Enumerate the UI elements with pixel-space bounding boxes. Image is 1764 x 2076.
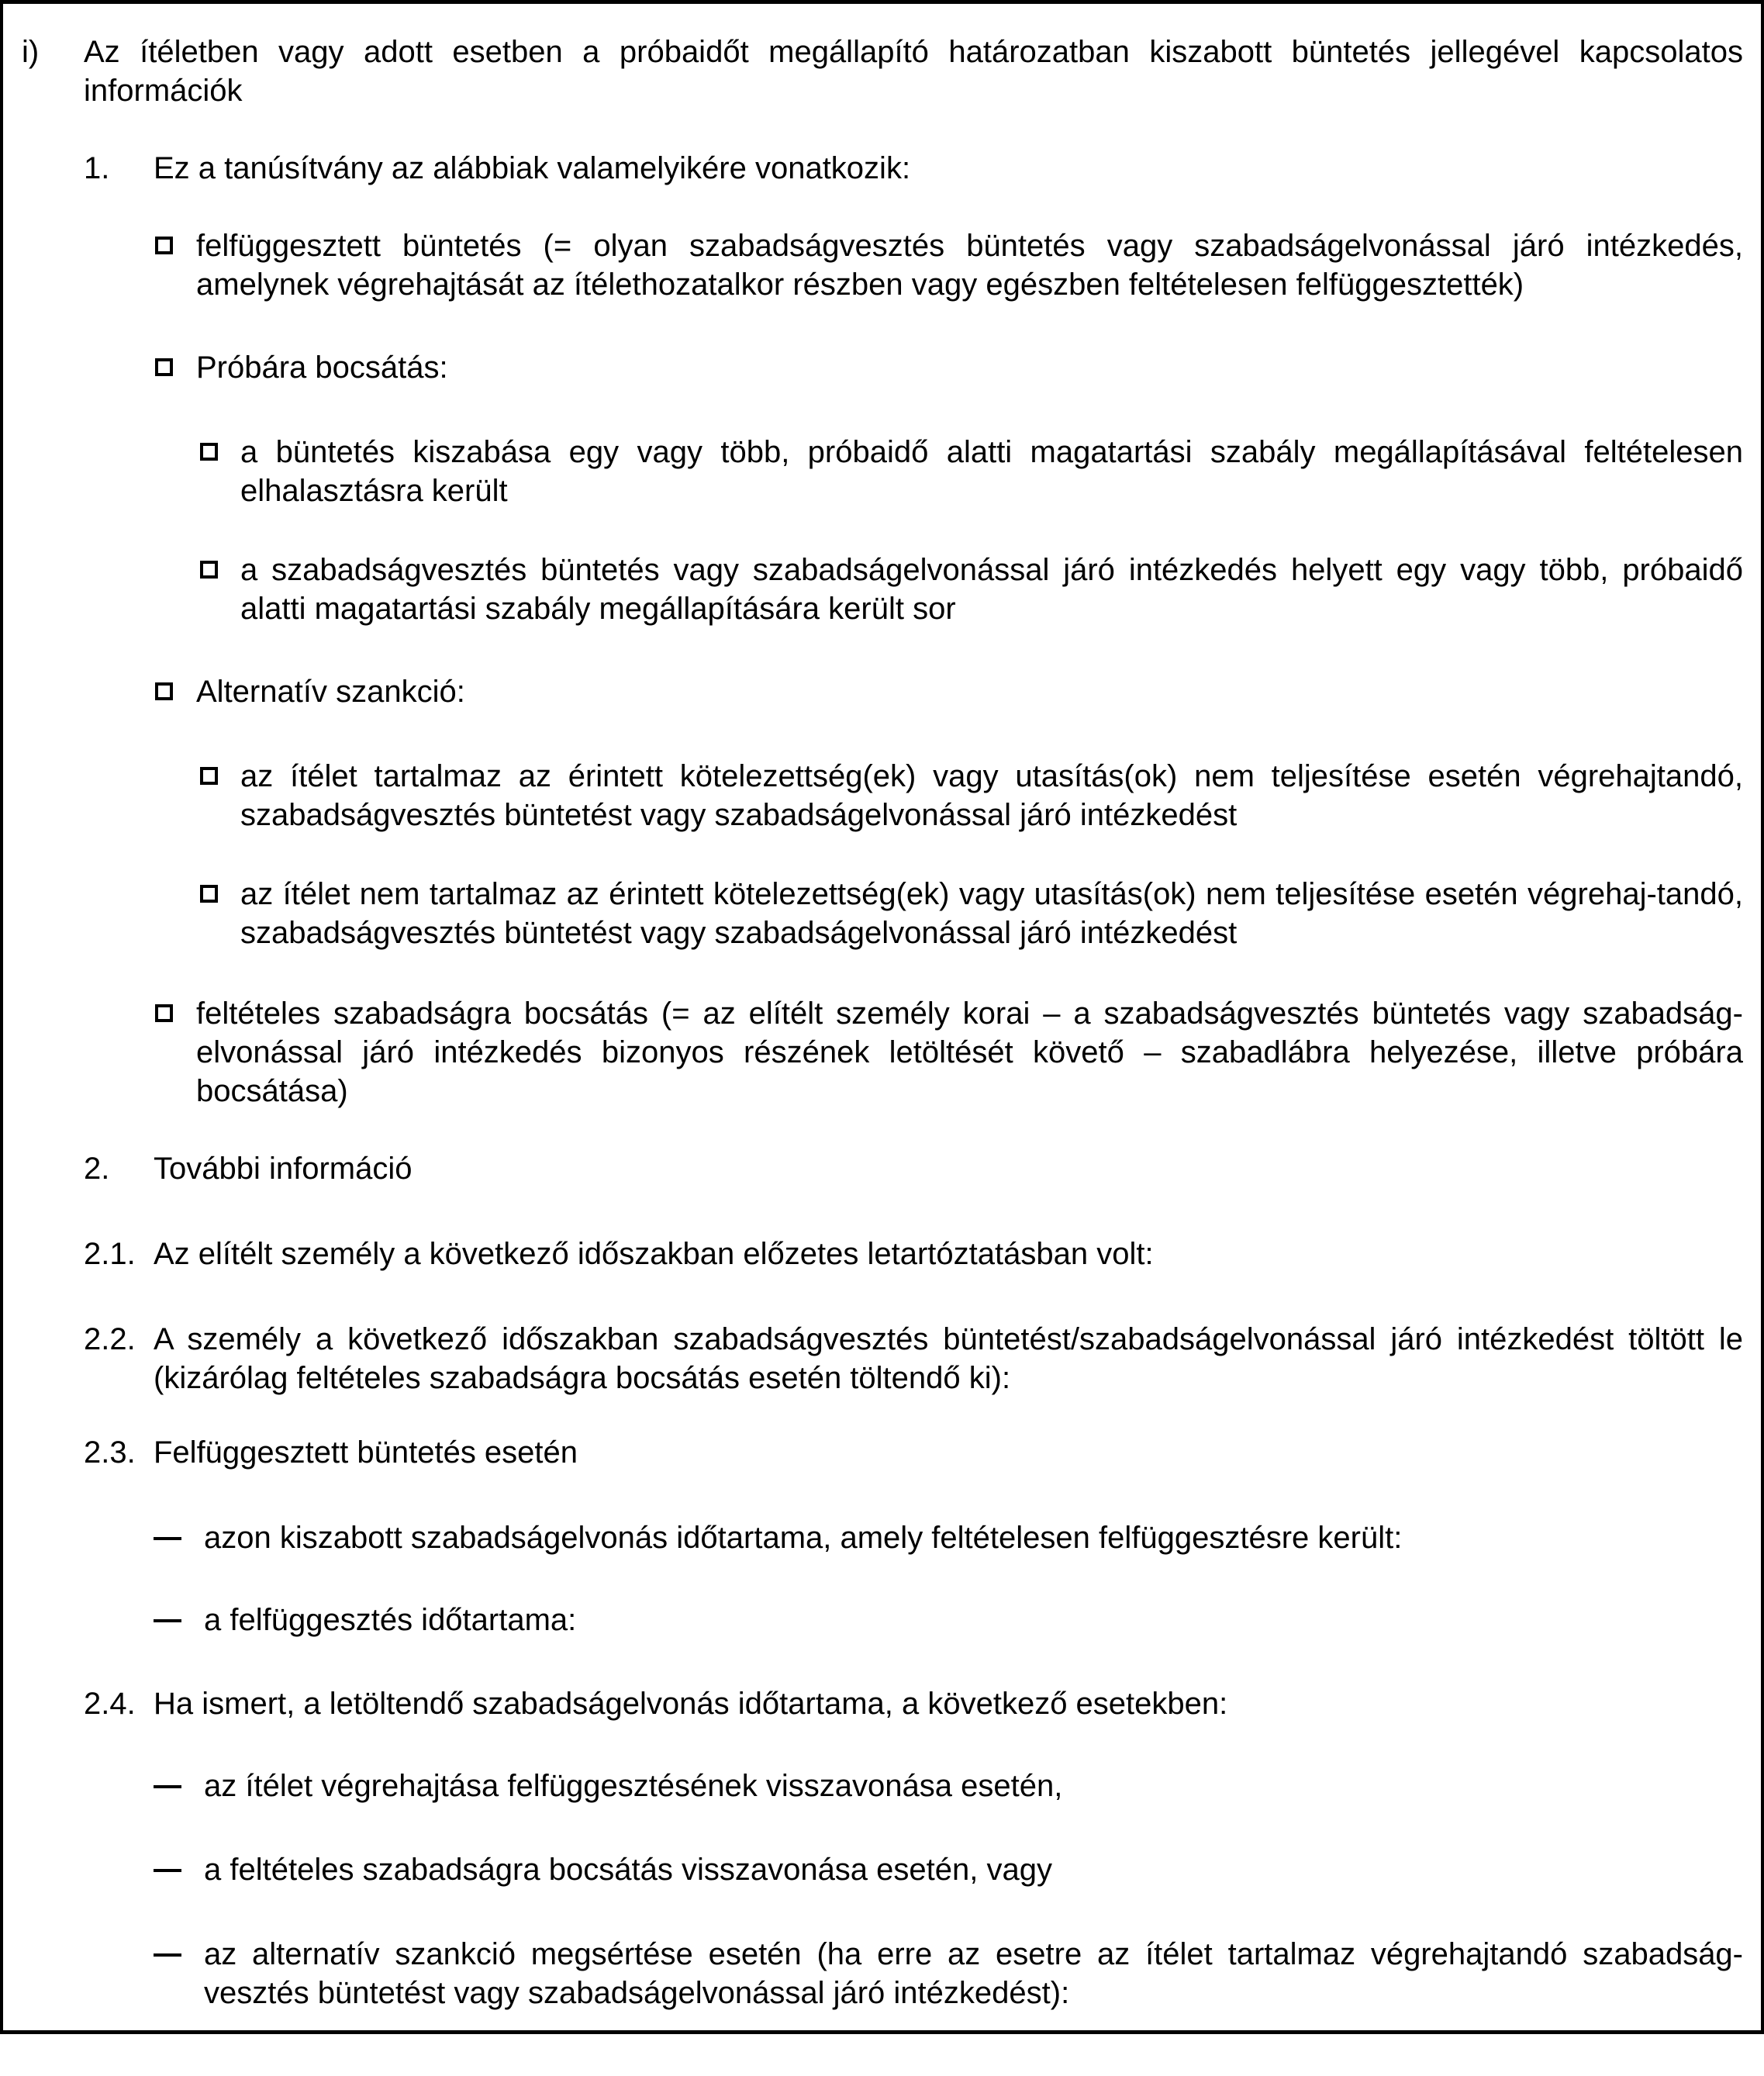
- item-heading: Ez a tanúsítvány az alábbiak valamelyikére vonatkozik:: [154, 151, 911, 185]
- option-probation-deferred-label: a büntetés kiszabása egy vagy több, próbaidő alatti magatartási szabály megállapításával feltételesen elhalasztásra került: [240, 435, 1743, 508]
- checkbox-probation-instead[interactable]: [200, 561, 218, 579]
- checkbox-probation-deferred[interactable]: [200, 443, 218, 461]
- option-alternative-contains-label: az ítélet tartalmaz az érintett kötelezettség(ek) vagy utasítás(ok) nem teljesítése esetén végrehajtandó, szabadságvesztés büntetést vagy szabadságelvonással járó intézkedést: [240, 759, 1743, 832]
- checkbox-conditional-release[interactable]: [155, 1004, 173, 1022]
- item-number: 1.: [84, 151, 110, 185]
- dash-bullet-icon: [154, 1953, 181, 1957]
- checkbox-alternative-not-contains[interactable]: [200, 885, 218, 903]
- option-alternative-not-contains-label: az ítélet nem tartalmaz az érintett kötelezettség(ek) vagy utasítás(ok) nem teljesítése esetén végrehaj-tandó, szabadságvesztés büntetést vagy szabadságelvonással járó intézkedést: [240, 877, 1743, 950]
- item-heading: További információ: [154, 1152, 413, 1186]
- section-label: i): [22, 35, 40, 69]
- subitem-number: 2.2.: [84, 1322, 136, 1356]
- bullet-suspension-period: a felfüggesztés időtartama:: [204, 1603, 577, 1637]
- option-probation-instead-label: a szabadságvesztés büntetés vagy szabadságelvonással járó intézkedés helyett egy vagy több, próbaidő alatti magatartási szabály megállapítására került sor: [240, 553, 1743, 626]
- dash-bullet-icon: [154, 1785, 181, 1788]
- checkbox-alternative-contains[interactable]: [200, 767, 218, 785]
- bullet-revocation-release: a feltételes szabadságra bocsátás visszavonása esetén, vagy: [204, 1853, 1052, 1887]
- option-conditional-release-label: feltételes szabadságra bocsátás (= az elítélt személy korai – a szabadságvesztés büntetés vagy szabadság-elvonással járó intézkedés bizonyos részének letöltését követő – szabadlábra helyezése, illetve próbára bocsátása): [196, 997, 1743, 1108]
- option-suspended-sentence-label: felfüggesztett büntetés (= olyan szabadságvesztés büntetés vagy szabadságelvonással járó intézkedés, amelynek végrehajtását az ítélethozatalkor részben vagy egészben feltételesen felfüggesztették): [196, 229, 1743, 302]
- bullet-suspended-duration: azon kiszabott szabadságelvonás időtartama, amely feltételesen felfüggesztésre került:: [204, 1521, 1403, 1555]
- checkbox-suspended-sentence[interactable]: [155, 237, 173, 254]
- subitem-pretrial-detention: Az elítélt személy a következő időszakban előzetes letartóztatásban volt:: [154, 1237, 1154, 1271]
- dash-bullet-icon: [154, 1537, 181, 1540]
- subitem-remaining-duration: Ha ismert, a letöltendő szabadságelvonás időtartama, a következő esetekben:: [154, 1687, 1228, 1721]
- subitem-number: 2.1.: [84, 1237, 136, 1271]
- checkbox-alternative-sanction[interactable]: [155, 682, 173, 700]
- checkbox-probation[interactable]: [155, 358, 173, 376]
- bullet-alternative-breach: az alternatív szankció megsértése esetén (ha erre az esetre az ítélet tartalmaz végrehajtandó szabadság-vesztés büntetést vagy szabadságelvonással járó intézkedést):: [204, 1937, 1743, 2010]
- subitem-served-period: A személy a következő időszakban szabadságvesztés büntetést/szabadságelvonással járó intézkedést töltött le (kizárólag feltételes szabadságra bocsátás esetén töltendő ki):: [154, 1322, 1743, 1395]
- item-number: 2.: [84, 1152, 110, 1186]
- subitem-suspended-sentence: Felfüggesztett büntetés esetén: [154, 1435, 578, 1470]
- option-probation-label: Próbára bocsátás:: [196, 351, 448, 385]
- dash-bullet-icon: [154, 1869, 181, 1872]
- subitem-number: 2.4.: [84, 1687, 136, 1721]
- option-alternative-sanction-label: Alternatív szankció:: [196, 675, 465, 709]
- bullet-revocation-suspension: az ítélet végrehajtása felfüggesztésének visszavonása esetén,: [204, 1769, 1063, 1803]
- dash-bullet-icon: [154, 1619, 181, 1622]
- section-title: Az ítéletben vagy adott esetben a próbaidőt megállapító határozatban kiszabott büntetés jellegével kapcsolatos információk: [84, 35, 1743, 108]
- subitem-number: 2.3.: [84, 1435, 136, 1470]
